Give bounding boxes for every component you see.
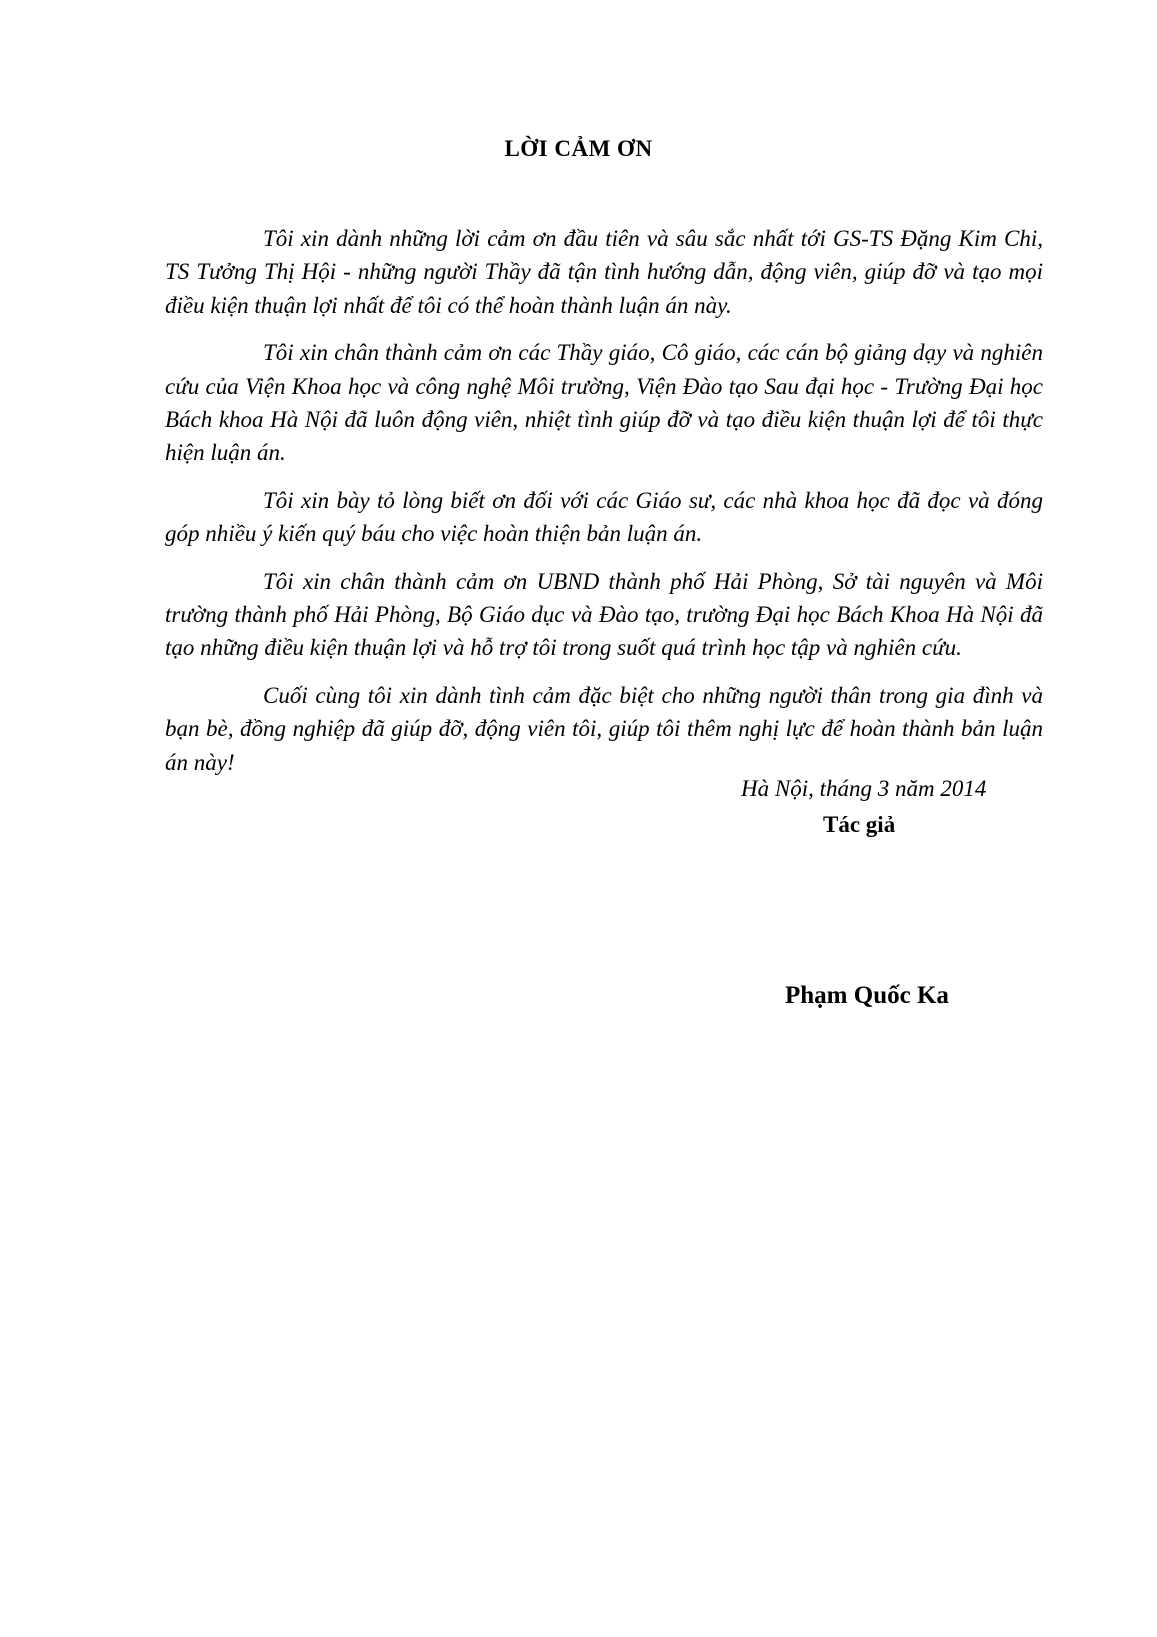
paragraph-3: Tôi xin bày tỏ lòng biết ơn đối với các Giáo sư, các nhà khoa học đã đọc và đóng góp nhiều ý kiến quý báu cho việc hoàn thiện bản luận án. [165, 487, 1043, 547]
signature-role: Tác giả [823, 812, 896, 837]
signature-name: Phạm Quốc Ka [785, 982, 949, 1009]
page-title: LỜI CẢM ƠN [504, 136, 653, 161]
signature-place-date: Hà Nội, tháng 3 năm 2014 [741, 776, 987, 801]
paragraph-4: Tôi xin chân thành cảm ơn UBND thành phố Hải Phòng, Sở tài nguyên và Môi trường thành phố Hải Phòng, Bộ Giáo dục và Đào tạo, trường Đại học Bách Khoa Hà Nội đã tạo những điều kiện thuận lợi và hỗ trợ tôi trong suốt quá trình học tập và nghiên cứu. [165, 568, 1043, 661]
paragraph-2: Tôi xin chân thành cảm ơn các Thầy giáo, Cô giáo, các cán bộ giảng dạy và nghiên cứu của Viện Khoa học và công nghệ Môi trường, Viện Đào tạo Sau đại học - Trường Đại học Bách khoa Hà Nội đã luôn động viên, nhiệt tình giúp đỡ và tạo điều kiện thuận lợi để tôi thực hiện luận án. [165, 340, 1043, 466]
acknowledgement-body [165, 222, 1043, 793]
paragraph-5: Cuối cùng tôi xin dành tình cảm đặc biệt cho những người thân trong gia đình và bạn bè, đồng nghiệp đã giúp đỡ, động viên tôi, giúp tôi thêm nghị lực để hoàn thành bản luận án này! [165, 682, 1043, 775]
paragraph-1: Tôi xin dành những lời cảm ơn đầu tiên và sâu sắc nhất tới GS-TS Đặng Kim Chi, TS Tưởng Thị Hội - những người Thầy đã tận tình hướng dẫn, động viên, giúp đỡ và tạo mọi điều kiện thuận lợi nhất để tôi có thể hoàn thành luận án này. [165, 226, 1043, 318]
